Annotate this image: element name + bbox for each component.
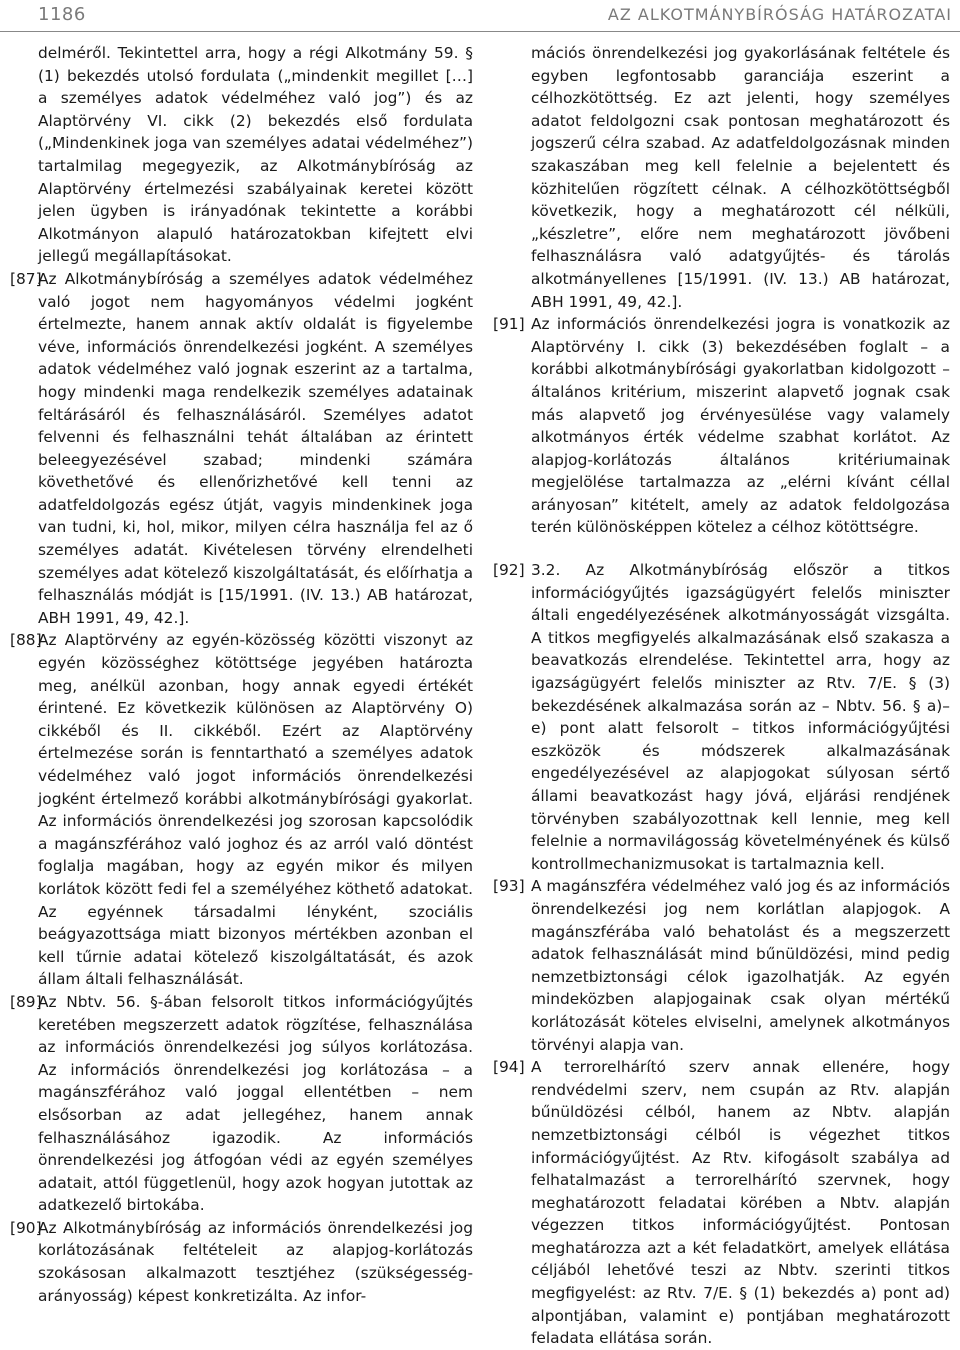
section-gap xyxy=(495,539,950,559)
page-number: 1186 xyxy=(38,4,86,25)
paragraph-number: [94] xyxy=(493,1058,525,1077)
paragraph-87 xyxy=(10,268,473,630)
page-header xyxy=(0,0,960,32)
paragraph-91 xyxy=(495,313,950,539)
paragraph-90 xyxy=(10,1217,473,1307)
paragraph-92 xyxy=(495,559,950,875)
header-rule xyxy=(0,31,960,32)
paragraph-88 xyxy=(10,629,473,991)
paragraph-number: [91] xyxy=(493,315,525,334)
paragraph-text: Az információs önrendelkezési jogra is vonatkozik az Alaptörvény I. cikk (3) bekezdésében foglalt – a korábbi alkotmánybírósági gyakorlatban kidolgozott – általános kritérium, miszerint alapvető jognak csak más alapvető jog érvényesülése vagy valamely alkotmányos érték védelme szabhat korlátot. Az alapjog-korlátozás általános kritériumainak megjelölése tartalmazza az „elérni kívánt céllal arányosan” kitételt, amely az adatok feldolgozása terén különösképpen kötelez a célhoz kötöttségre. xyxy=(531,315,950,537)
left-column xyxy=(10,42,473,1307)
paragraph-number: [92] xyxy=(493,561,525,580)
paragraph-89 xyxy=(10,991,473,1217)
paragraph-94 xyxy=(495,1056,950,1350)
paragraph-number: [90] xyxy=(10,1218,42,1237)
running-title: AZ ALKOTMÁNYBÍRÓSÁG HATÁROZATAI xyxy=(607,5,952,24)
paragraph-text: Az Nbtv. 56. §-ában felsorolt titkos információgyűjtés keretében megszerzett adatok rögzítése, felhasználása az információs önrendelkezési jog súlyos korlátozása. Az információs önrendelkezési jog korlátozása – a magánszférához való joggal ellentétben – nem elsősorban az adat jellegéhez, hanem annak felhasználásához igazodik. Az információs önrendelkezési jog átfogóan védi az egyén személyes adatait, attól függetlenül, hogy azok hogyan jutottak az adatkezelő birtokába. xyxy=(38,992,473,1215)
paragraph-number: [89] xyxy=(10,992,42,1011)
paragraph-93 xyxy=(495,875,950,1056)
left-continuation: delméről. Tekintettel arra, hogy a régi Alkotmány 59. § (1) bekezdés utolsó fordulata („mindenkit megillet […] a személyes adatok védelméhez való jog”) és az Alaptörvény VI. cikk (2) bekezdés első fordulata („Mindenkinek joga van személyes adatai védelméhez”) tartalmilag megegyezik, az Alkotmánybíróság az Alaptörvény értelmezési szabályainak keretei között jelen ügyben is irányadónak tekintette a korábbi Alkotmányon alapuló határozatokban kifejtett elvi jellegű megállapításokat. xyxy=(38,44,473,266)
right-continuation: mációs önrendelkezési jog gyakorlásának feltétele és egyben legfontosabb garanciája eszerint a célhozkötöttség. Ez azt jelenti, hogy személyes adatot feldolgozni csak pontosan meghatározott és jogszerű célra szabad. Az adatfeldolgozásnak minden szakaszában meg kell felelnie a bejelentett és közhitelűen rögzített célnak. A célhozkötöttségből következik, hogy a meghatározott cél nélküli, „készletre”, előre nem meghatározott jövőbeni felhasználásra való adatgyűjtés- és tárolás alkotmányellenes [15/1991. (IV. 13.) AB határozat, ABH 1991, 49, 42.]. xyxy=(531,44,950,311)
paragraph-text: Az Alkotmánybíróság a személyes adatok védelméhez való jogot nem hagyományos védelmi jogként értelmezte, hanem annak aktív oldalát is figyelembe véve, információs önrendelkezési jogként. A személyes adatok védelméhez való jognak eszerint az a tartalma, hogy mindenki maga rendelkezik személyes adatainak feltárásáról és felhasználásáról. Személyes adatot felvenni és felhasználni tehát általában az érintett beleegyezésével szabad; mindenki számára követhetővé és ellenőrizhetővé kell tenni az adatfeldolgozás egész útját, vagyis mindenkinek joga van tudni, ki, hol, mikor, milyen célra használja fel az ő személyes adatát. Kivételesen törvény elrendelheti személyes adat kötelező kiszolgáltatását, és előírhatja a felhasználás módját is [15/1991. (IV. 13.) AB határozat, ABH 1991, 49, 42.]. xyxy=(38,269,473,627)
paragraph-number: [88] xyxy=(10,631,42,650)
paragraph-text: Az Alaptörvény az egyén-közösség közötti viszonyt az egyén közösséghez kötöttsége jegyében határozta meg, anélkül azonban, hogy annak egyedi értékét érintené. Ez következik különösen az Alaptörvény O) cikkéből és II. cikkéből. Ezért az Alaptörvény értelmezése során is fenntartható a személyes adatok védelméhez való jogot információs önrendelkezési jogként értelmező korábbi alkotmánybírósági gyakorlat. Az információs önrendelkezési jog szorosan kapcsolódik a magánszférához való joghoz és az arról való döntést foglalja magában, hogy az egyén mikor és milyen korlátok között fedi fel a személyéhez köthető adatokat. Az egyénnek társadalmi lényként, szociális beágyazottsága miatt bizonyos mértékben azonban el kell tűrnie adatai kötelező kiszolgáltatását, és azok állam általi felhasználását. xyxy=(38,631,473,989)
paragraph-text: A terrorelhárító szerv annak ellenére, hogy rendvédelmi szerv, nem csupán az Rtv. alapján bűnüldözési célból, hanem az Nbtv. alapján nemzetbiztonsági célból is végezhet titkos információgyűjtést. Az Rtv. kifogásolt szabálya ad felhatalmazást a terrorelhárító szervnek, hogy meghatározott feladatai körében a Nbtv. alapján végezzen titkos információgyűjtést. Pontosan meghatározza azt a két feladatkört, amelyek ellátása céljából lehetővé teszi az Nbtv. szerinti titkos megfigyelést: az Rtv. 7/E. § (1) bekezdés a) pont ad) alpontjában, valamint e) pontjában meghatározott feladata ellátása során. xyxy=(531,1058,950,1348)
paragraph-number: [93] xyxy=(493,877,525,896)
paragraph-text: Az Alkotmánybíróság az információs önrendelkezési jog korlátozásának feltételeit az alapjog-korlátozás szokásosan alkalmazott tesztjéhez (szükségesség-arányosság) képest konkretizálta. Az infor- xyxy=(38,1218,473,1305)
right-column xyxy=(495,42,950,1350)
paragraph-text: 3.2. Az Alkotmánybíróság először a titkos információgyűjtés igazságügyért felelős miniszter általi engedélyezésének alkotmányosságát vizsgálta. A titkos megfigyelés alkalmazásának első szakasza a beavatkozás elrendelése. Tekintettel arra, hogy az igazságügyért felelős miniszter az Rtv. 7/E. § (3) bekezdésének alkalmazása során az – Nbtv. 56. § a)–e) pont alatt felsorolt – titkos információgyűjtési eszközök és módszerek alkalmazásának engedélyezésével az alapjogokat súlyosan sértő állami beavatkozást hagy jóvá, eljárási rendjének törvényben szabályozottnak kell lennie, meg kell felelnie a normavilágosság követelményének és külső kontrollmechanizmusokat is tartalmaznia kell. xyxy=(531,561,950,873)
paragraph-number: [87] xyxy=(10,269,42,288)
paragraph-text: A magánszféra védelméhez való jog és az információs önrendelkezési jog nem korlátlan alapjogok. A magánszférába való behatolást és a megszerzett adatok felhasználását mind bűnüldözési, mind pedig nemzetbiztonsági célok igazolhatják. Az egyén mindeközben alapjogainak csak olyan mértékű korlátozását köteles elviselni, amelynek alkotmányos törvényi alapja van. xyxy=(531,877,950,1054)
